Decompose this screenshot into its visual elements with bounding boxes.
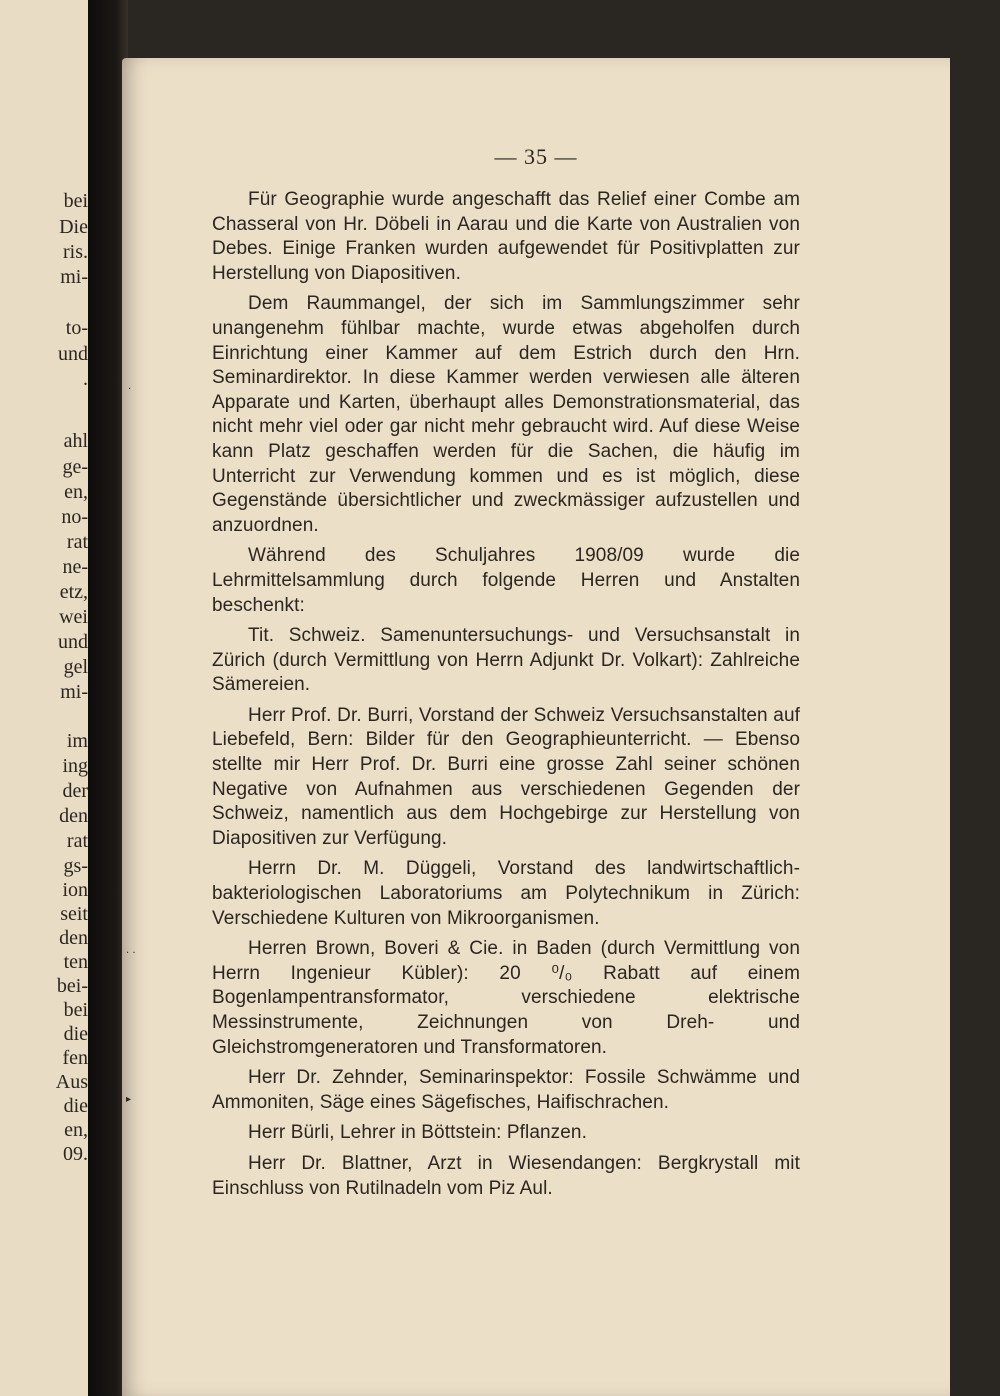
left-line: fen [62,1047,88,1069]
left-line: wei [59,606,88,628]
left-line: ge- [62,456,88,478]
left-line: en, [64,481,88,503]
left-line: ing [62,755,88,777]
left-line: und [58,631,88,653]
left-line: und [58,343,88,365]
left-line: bei- [56,975,88,997]
left-line: mi- [60,681,88,703]
left-line: gs- [63,855,88,877]
left-line: ne- [62,556,88,578]
left-line: ten [63,951,88,973]
paragraph: Herr Bürli, Lehrer in Böttstein: Pflanzen. [248,1122,587,1144]
paragraph: Für Geographie wurde angeschafft das Relief einer Combe am Chasseral von Hr. Döbeli in Aarau und die Karte von Australien von Debes. Einige Franken wurden aufgewendet für Positivplatten zur Herstellung von Diapositiven. [212,189,800,284]
left-line: to- [65,317,88,339]
left-line: bei [63,190,88,212]
margin-speck: ▸ [126,1094,132,1105]
paragraph: Während des Schuljahres 1908/09 wurde die Lehrmittelsammlung durch folgende Herren und Anstalten beschenkt: [212,545,800,616]
left-line: ahl [63,430,88,452]
left-line: etz, [59,581,88,603]
left-page-fragment [0,0,88,1396]
left-line: 09. [63,1143,88,1165]
left-line: rat [66,531,88,553]
paragraph: Herr Dr. Blattner, Arzt in Wiesendangen: Bergkrystall mit Einschluss von Rutilnadeln vom Piz Aul. [212,1152,800,1199]
paragraph: Dem Raummangel, der sich im Sammlungszimmer sehr unangenehm fühlbar machte, wurde etwas abgeholfen durch Einrichtung einer Kammer auf dem Estrich durch den Hrn. Seminardirektor. In diese Kammer werden verwiesen alle älteren Apparate und Karten, überhaupt alles Demonstrationsmaterial, das nicht mehr viel oder gar nicht mehr gebraucht wird. Auf diese Weise kann Platz geschaffen werden für die Sachen, die häufig im Unterricht zur Verwendung kommen und es ist möglich, diese Gegenstände übersichtlicher und zweckmässiger aufzustellen und anzuordnen. [212,293,800,536]
left-line: rat [66,830,88,852]
margin-speck: · · [126,948,136,959]
left-line: die [63,1023,88,1045]
left-line: gel [63,656,88,678]
left-line: seit [60,903,88,925]
left-line: Die [59,216,88,238]
left-line: mi- [60,266,88,288]
left-line: no- [61,506,88,528]
left-line: den [59,805,88,827]
paragraph: Herr Prof. Dr. Burri, Vorstand der Schweiz Versuchsanstalten auf Liebefeld, Bern: Bilder für den Geographieunterricht. — Ebenso stellte mir Herr Prof. Dr. Burri eine grosse Zahl seiner schönen Negative von Aufnahmen aus verschiedenen Gegenden der Schweiz, namentlich aus dem Hochgebirge zur Herstellung von Diapositiven zur Verfügung. [212,704,800,849]
left-line: der [62,780,88,802]
paragraph: Tit. Schweiz. Samenuntersuchungs- und Versuchsanstalt in Zürich (durch Vermittlung von Herrn Adjunkt Dr. Volkart): Zahlreiche Sämereien. [212,625,800,696]
paragraph: Herr Dr. Zehnder, Seminarinspektor: Fossile Schwämme und Ammoniten, Säge eines Sägefisches, Haifischrachen. [212,1067,800,1113]
margin-speck: · [128,384,132,395]
paragraph: Herren Brown, Boveri & Cie. in Baden (durch Vermittlung von Herrn Ingenieur Kübler): 20 ⁰/₀ Rabatt auf einem Bogenlampentransformator, verschiedene elektrische Messinstrumente, Zeichnungen von Dreh- und Gleichstromgeneratoren und Transformatoren. [212,938,800,1058]
left-line: Aus [55,1071,88,1093]
right-page [122,58,950,1396]
paragraph: Herrn Dr. M. Düggeli, Vorstand des landwirtschaftlich-bakteriologischen Laboratoriums am Polytechnikum in Zürich: Verschiedene Kulturen von Mikroorganismen. [212,858,800,929]
left-line: ris. [63,241,88,263]
page-number: — 35 — [494,144,578,169]
left-line: en, [64,1119,88,1141]
left-line: bei [63,999,88,1021]
left-line: . [83,368,88,390]
body-text [212,188,800,1207]
left-line: die [63,1095,88,1117]
left-line: den [59,927,88,949]
left-line: ion [62,879,88,901]
left-line: im [66,730,88,752]
